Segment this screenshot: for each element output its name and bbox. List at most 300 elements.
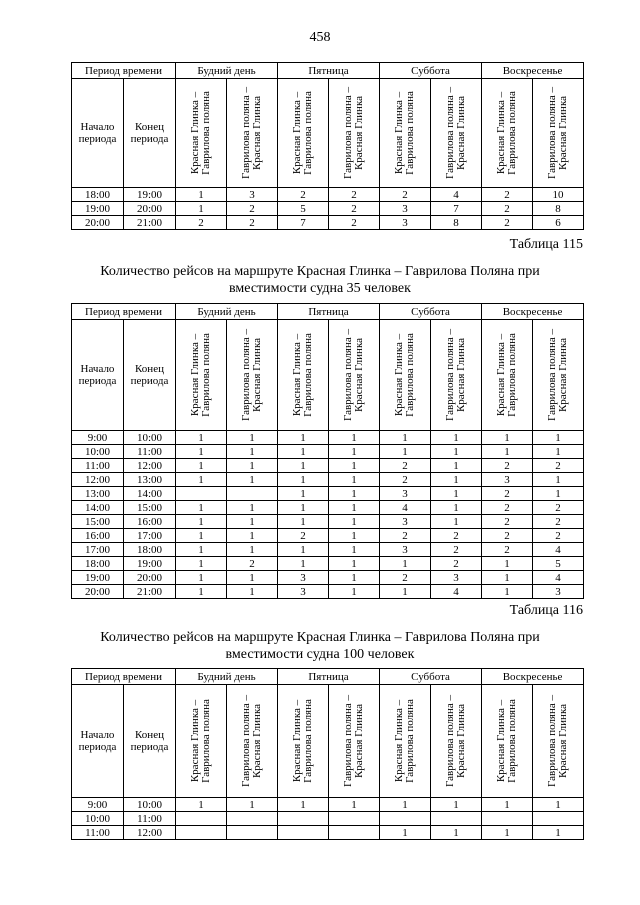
end-time-cell: 19:00 bbox=[124, 188, 176, 202]
direction-label-line1: Гаврилова поляна – bbox=[444, 694, 457, 788]
day-header: Пятница bbox=[278, 669, 380, 685]
direction-label-line2: Гаврилова поляна bbox=[506, 91, 519, 175]
trip-count-cell: 1 bbox=[533, 798, 584, 812]
trip-count-cell: 1 bbox=[431, 501, 482, 515]
trip-count-cell bbox=[176, 826, 227, 840]
end-time-cell: 15:00 bbox=[124, 501, 176, 515]
direction-header-b bbox=[227, 685, 278, 798]
trip-count-cell: 5 bbox=[533, 557, 584, 571]
trip-count-cell: 1 bbox=[176, 557, 227, 571]
direction-label-line2: Гаврилова поляна bbox=[200, 333, 212, 417]
direction-label bbox=[292, 699, 314, 783]
start-time-cell: 18:00 bbox=[72, 557, 124, 571]
direction-label-line2: Гаврилова поляна bbox=[302, 91, 314, 175]
direction-label-line2: Красная Глинка bbox=[251, 95, 263, 171]
schedule-table-116 bbox=[71, 668, 584, 840]
trip-count-cell: 1 bbox=[482, 571, 533, 585]
table-row bbox=[72, 529, 584, 543]
direction-label-line2: Гаврилова поляна bbox=[404, 91, 417, 175]
direction-label-line2: Красная Глинка bbox=[251, 703, 263, 779]
direction-label bbox=[241, 695, 263, 787]
direction-header-a bbox=[380, 320, 431, 431]
trip-count-cell: 1 bbox=[431, 473, 482, 487]
table-116-title-line2: вместимости судна 100 человек bbox=[225, 647, 415, 662]
header-row-directions bbox=[72, 685, 584, 798]
table-row bbox=[72, 459, 584, 473]
direction-header-a bbox=[176, 320, 227, 431]
trip-count-cell: 1 bbox=[278, 445, 329, 459]
header-row-periods bbox=[72, 63, 584, 79]
direction-header-a bbox=[380, 79, 431, 188]
direction-label bbox=[445, 87, 467, 179]
table-116-label: Таблица 116 bbox=[509, 603, 583, 618]
direction-header-a bbox=[176, 685, 227, 798]
direction-label bbox=[190, 91, 212, 175]
trip-count-cell: 2 bbox=[329, 216, 380, 230]
trip-count-cell: 1 bbox=[227, 543, 278, 557]
trip-count-cell: 1 bbox=[176, 571, 227, 585]
direction-label-line1: Гаврилова поляна – bbox=[342, 86, 354, 180]
table-row bbox=[72, 487, 584, 501]
start-header-label: Начало периода bbox=[78, 729, 117, 753]
end-time-cell: 10:00 bbox=[124, 798, 176, 812]
table-115-title bbox=[0, 263, 640, 297]
trip-count-cell: 2 bbox=[431, 557, 482, 571]
start-header-label: Начало периода bbox=[78, 363, 117, 387]
direction-label-line1: Гаврилова поляна – bbox=[240, 86, 252, 180]
direction-header-a bbox=[278, 79, 329, 188]
day-header: Будний день bbox=[176, 63, 278, 79]
direction-label-line1: Красная Глинка – bbox=[495, 91, 508, 175]
direction-header-b bbox=[329, 320, 380, 431]
trip-count-cell: 1 bbox=[329, 543, 380, 557]
trip-count-cell: 4 bbox=[533, 543, 584, 557]
trip-count-cell: 1 bbox=[431, 826, 482, 840]
direction-label bbox=[394, 91, 416, 175]
trip-count-cell: 6 bbox=[533, 216, 584, 230]
trip-count-cell: 1 bbox=[431, 515, 482, 529]
direction-header-a bbox=[278, 320, 329, 431]
trip-count-cell: 1 bbox=[380, 445, 431, 459]
table-row bbox=[72, 557, 584, 571]
end-time-cell: 12:00 bbox=[124, 459, 176, 473]
trip-count-cell: 1 bbox=[227, 445, 278, 459]
trip-count-cell: 1 bbox=[482, 445, 533, 459]
trip-count-cell: 2 bbox=[482, 216, 533, 230]
trip-count-cell: 1 bbox=[176, 473, 227, 487]
trip-count-cell: 3 bbox=[380, 216, 431, 230]
direction-label-line2: Красная Глинка bbox=[557, 95, 570, 171]
end-time-cell: 20:00 bbox=[124, 571, 176, 585]
table-115-label: Таблица 115 bbox=[509, 237, 583, 252]
trip-count-cell: 2 bbox=[329, 188, 380, 202]
trip-count-cell: 1 bbox=[329, 585, 380, 599]
direction-header-b bbox=[431, 79, 482, 188]
trip-count-cell: 1 bbox=[176, 202, 227, 216]
trip-count-cell: 4 bbox=[533, 571, 584, 585]
trip-count-cell bbox=[329, 826, 380, 840]
trip-count-cell: 1 bbox=[533, 487, 584, 501]
start-time-cell: 19:00 bbox=[72, 571, 124, 585]
trip-count-cell: 2 bbox=[380, 188, 431, 202]
trip-count-cell: 7 bbox=[431, 202, 482, 216]
trip-count-cell: 1 bbox=[329, 487, 380, 501]
trip-count-cell bbox=[431, 812, 482, 826]
day-header: Суббота bbox=[380, 669, 482, 685]
direction-header-b bbox=[431, 685, 482, 798]
trip-count-cell: 1 bbox=[329, 473, 380, 487]
trip-count-cell: 4 bbox=[431, 188, 482, 202]
trip-count-cell: 1 bbox=[329, 571, 380, 585]
direction-label-line1: Красная Глинка – bbox=[495, 333, 508, 417]
direction-label-line2: Красная Глинка bbox=[455, 703, 468, 779]
trip-count-cell: 1 bbox=[227, 501, 278, 515]
trip-count-cell: 3 bbox=[380, 515, 431, 529]
trip-count-cell: 3 bbox=[227, 188, 278, 202]
trip-count-cell: 2 bbox=[482, 515, 533, 529]
direction-label-line1: Красная Глинка – bbox=[495, 699, 508, 783]
trip-count-cell: 1 bbox=[533, 826, 584, 840]
start-time-cell: 10:00 bbox=[72, 445, 124, 459]
direction-label-line2: Гаврилова поляна bbox=[200, 91, 212, 175]
direction-header-a bbox=[278, 685, 329, 798]
trip-count-cell bbox=[380, 812, 431, 826]
direction-label bbox=[394, 333, 416, 417]
direction-header-a bbox=[482, 320, 533, 431]
trip-count-cell: 1 bbox=[278, 515, 329, 529]
direction-label bbox=[394, 699, 416, 783]
trip-count-cell: 5 bbox=[278, 202, 329, 216]
trip-count-cell bbox=[329, 812, 380, 826]
end-time-cell: 10:00 bbox=[124, 431, 176, 445]
direction-label bbox=[496, 699, 518, 783]
direction-label bbox=[292, 91, 314, 175]
trip-count-cell: 2 bbox=[380, 459, 431, 473]
direction-label-line2: Красная Глинка bbox=[251, 337, 263, 413]
direction-label-line2: Гаврилова поляна bbox=[404, 699, 417, 783]
direction-label-line2: Гаврилова поляна bbox=[200, 699, 212, 783]
trip-count-cell: 2 bbox=[533, 459, 584, 473]
trip-count-cell: 2 bbox=[278, 529, 329, 543]
start-time-cell: 19:00 bbox=[72, 202, 124, 216]
trip-count-cell: 1 bbox=[431, 431, 482, 445]
direction-header-a bbox=[380, 685, 431, 798]
trip-count-cell: 1 bbox=[482, 557, 533, 571]
table-row bbox=[72, 515, 584, 529]
end-time-cell: 19:00 bbox=[124, 557, 176, 571]
trip-count-cell: 1 bbox=[482, 585, 533, 599]
trip-count-cell: 3 bbox=[278, 585, 329, 599]
trip-count-cell: 2 bbox=[482, 543, 533, 557]
direction-label-line1: Гаврилова поляна – bbox=[546, 86, 559, 180]
start-time-cell: 17:00 bbox=[72, 543, 124, 557]
end-time-cell: 17:00 bbox=[124, 529, 176, 543]
direction-label-line1: Гаврилова поляна – bbox=[546, 328, 559, 422]
schedule-table-115 bbox=[71, 303, 584, 599]
trip-count-cell: 3 bbox=[380, 202, 431, 216]
trip-count-cell: 1 bbox=[380, 557, 431, 571]
trip-count-cell bbox=[278, 812, 329, 826]
period-header: Период времени bbox=[72, 669, 176, 685]
end-header-label: Конец периода bbox=[130, 363, 169, 387]
table-row bbox=[72, 501, 584, 515]
start-time-cell: 16:00 bbox=[72, 529, 124, 543]
start-header-label: Начало периода bbox=[78, 121, 117, 145]
header-row-directions bbox=[72, 320, 584, 431]
start-time-cell: 20:00 bbox=[72, 216, 124, 230]
trip-count-cell: 3 bbox=[380, 543, 431, 557]
end-header bbox=[124, 79, 176, 188]
direction-header-b bbox=[533, 79, 584, 188]
trip-count-cell: 1 bbox=[380, 826, 431, 840]
trip-count-cell: 1 bbox=[278, 543, 329, 557]
table-row bbox=[72, 571, 584, 585]
trip-count-cell: 10 bbox=[533, 188, 584, 202]
table-row bbox=[72, 585, 584, 599]
trip-count-cell: 3 bbox=[380, 487, 431, 501]
trip-count-cell: 2 bbox=[482, 459, 533, 473]
table-row bbox=[72, 798, 584, 812]
start-header bbox=[72, 79, 124, 188]
trip-count-cell: 2 bbox=[227, 202, 278, 216]
direction-header-b bbox=[533, 685, 584, 798]
trip-count-cell: 1 bbox=[329, 529, 380, 543]
direction-header-b bbox=[227, 320, 278, 431]
start-header bbox=[72, 685, 124, 798]
trip-count-cell: 1 bbox=[329, 557, 380, 571]
direction-label bbox=[190, 699, 212, 783]
end-time-cell: 13:00 bbox=[124, 473, 176, 487]
direction-label bbox=[445, 695, 467, 787]
trip-count-cell: 1 bbox=[227, 798, 278, 812]
trip-count-cell: 1 bbox=[533, 473, 584, 487]
trip-count-cell: 2 bbox=[329, 202, 380, 216]
start-time-cell: 9:00 bbox=[72, 798, 124, 812]
trip-count-cell: 1 bbox=[482, 431, 533, 445]
header-row-periods bbox=[72, 304, 584, 320]
trip-count-cell: 2 bbox=[278, 188, 329, 202]
direction-label-line1: Красная Глинка – bbox=[291, 333, 303, 417]
direction-label-line2: Гаврилова поляна bbox=[506, 333, 519, 417]
direction-label-line1: Гаврилова поляна – bbox=[240, 328, 252, 422]
trip-count-cell: 1 bbox=[431, 798, 482, 812]
table-row bbox=[72, 826, 584, 840]
trip-count-cell: 1 bbox=[329, 501, 380, 515]
direction-label-line1: Красная Глинка – bbox=[189, 91, 201, 175]
start-header bbox=[72, 320, 124, 431]
direction-label-line2: Красная Глинка bbox=[557, 703, 570, 779]
day-header: Суббота bbox=[380, 63, 482, 79]
direction-header-b bbox=[533, 320, 584, 431]
trip-count-cell: 1 bbox=[278, 473, 329, 487]
start-time-cell: 13:00 bbox=[72, 487, 124, 501]
trip-count-cell: 1 bbox=[431, 459, 482, 473]
direction-label bbox=[496, 91, 518, 175]
day-header: Пятница bbox=[278, 304, 380, 320]
start-time-cell: 15:00 bbox=[72, 515, 124, 529]
trip-count-cell: 1 bbox=[431, 487, 482, 501]
direction-label-line2: Гаврилова поляна bbox=[302, 699, 314, 783]
direction-label bbox=[241, 329, 263, 421]
trip-count-cell bbox=[176, 487, 227, 501]
trip-count-cell: 1 bbox=[533, 445, 584, 459]
trip-count-cell bbox=[278, 826, 329, 840]
trip-count-cell: 2 bbox=[431, 529, 482, 543]
trip-count-cell: 1 bbox=[176, 585, 227, 599]
trip-count-cell bbox=[227, 487, 278, 501]
trip-count-cell: 2 bbox=[482, 202, 533, 216]
end-time-cell: 11:00 bbox=[124, 445, 176, 459]
trip-count-cell bbox=[533, 812, 584, 826]
header-row-directions bbox=[72, 79, 584, 188]
start-time-cell: 11:00 bbox=[72, 826, 124, 840]
trip-count-cell: 3 bbox=[278, 571, 329, 585]
direction-label-line2: Красная Глинка bbox=[455, 95, 468, 171]
header-row-periods bbox=[72, 669, 584, 685]
direction-label-line1: Красная Глинка – bbox=[393, 91, 406, 175]
day-header: Пятница bbox=[278, 63, 380, 79]
trip-count-cell: 1 bbox=[176, 529, 227, 543]
trip-count-cell: 2 bbox=[176, 216, 227, 230]
direction-label bbox=[343, 695, 365, 787]
trip-count-cell: 2 bbox=[482, 487, 533, 501]
trip-count-cell: 2 bbox=[482, 529, 533, 543]
direction-header-b bbox=[227, 79, 278, 188]
direction-header-a bbox=[482, 79, 533, 188]
trip-count-cell: 1 bbox=[329, 431, 380, 445]
trip-count-cell: 1 bbox=[482, 826, 533, 840]
trip-count-cell: 8 bbox=[533, 202, 584, 216]
table-row bbox=[72, 188, 584, 202]
trip-count-cell bbox=[176, 812, 227, 826]
trip-count-cell: 1 bbox=[278, 487, 329, 501]
trip-count-cell: 1 bbox=[380, 798, 431, 812]
trip-count-cell: 1 bbox=[227, 473, 278, 487]
start-time-cell: 18:00 bbox=[72, 188, 124, 202]
end-header-label: Конец периода bbox=[130, 121, 169, 145]
table-row bbox=[72, 216, 584, 230]
direction-label-line2: Красная Глинка bbox=[353, 703, 365, 779]
trip-count-cell: 1 bbox=[176, 515, 227, 529]
trip-count-cell: 2 bbox=[533, 529, 584, 543]
trip-count-cell: 1 bbox=[380, 585, 431, 599]
trip-count-cell: 1 bbox=[278, 459, 329, 473]
direction-label-line2: Гаврилова поляна bbox=[506, 699, 519, 783]
period-header: Период времени bbox=[72, 63, 176, 79]
direction-header-b bbox=[329, 685, 380, 798]
start-time-cell: 12:00 bbox=[72, 473, 124, 487]
start-time-cell: 14:00 bbox=[72, 501, 124, 515]
direction-label-line1: Гаврилова поляна – bbox=[444, 86, 457, 180]
table-row bbox=[72, 812, 584, 826]
direction-label bbox=[547, 87, 569, 179]
direction-label-line1: Красная Глинка – bbox=[189, 699, 201, 783]
end-time-cell: 14:00 bbox=[124, 487, 176, 501]
trip-count-cell: 3 bbox=[533, 585, 584, 599]
end-header-label: Конец периода bbox=[130, 729, 169, 753]
trip-count-cell: 8 bbox=[431, 216, 482, 230]
direction-label-line1: Гаврилова поляна – bbox=[342, 328, 354, 422]
trip-count-cell: 1 bbox=[380, 431, 431, 445]
end-time-cell: 21:00 bbox=[124, 585, 176, 599]
direction-label-line1: Красная Глинка – bbox=[393, 699, 406, 783]
trip-count-cell: 1 bbox=[176, 798, 227, 812]
trip-count-cell: 1 bbox=[431, 445, 482, 459]
trip-count-cell: 1 bbox=[329, 798, 380, 812]
trip-count-cell bbox=[227, 826, 278, 840]
trip-count-cell: 1 bbox=[482, 798, 533, 812]
trip-count-cell: 1 bbox=[176, 501, 227, 515]
direction-label bbox=[445, 329, 467, 421]
trip-count-cell: 1 bbox=[227, 431, 278, 445]
table-row bbox=[72, 543, 584, 557]
trip-count-cell: 1 bbox=[227, 571, 278, 585]
direction-label bbox=[343, 87, 365, 179]
period-header: Период времени bbox=[72, 304, 176, 320]
trip-count-cell: 1 bbox=[278, 501, 329, 515]
trip-count-cell: 2 bbox=[380, 529, 431, 543]
trip-count-cell: 2 bbox=[380, 571, 431, 585]
start-time-cell: 9:00 bbox=[72, 431, 124, 445]
day-header: Будний день bbox=[176, 304, 278, 320]
trip-count-cell: 3 bbox=[482, 473, 533, 487]
direction-label-line1: Гаврилова поляна – bbox=[240, 694, 252, 788]
table-116-title bbox=[0, 629, 640, 663]
direction-label bbox=[292, 333, 314, 417]
start-time-cell: 20:00 bbox=[72, 585, 124, 599]
table-row bbox=[72, 431, 584, 445]
table-115-title-line2: вместимости судна 35 человек bbox=[229, 281, 411, 296]
table-115-title-line1: Количество рейсов на маршруте Красная Глинка – Гаврилова Поляна при bbox=[100, 264, 540, 279]
table-row bbox=[72, 202, 584, 216]
trip-count-cell: 2 bbox=[533, 515, 584, 529]
trip-count-cell: 7 bbox=[278, 216, 329, 230]
direction-label-line2: Гаврилова поляна bbox=[404, 333, 417, 417]
day-header: Воскресенье bbox=[482, 669, 584, 685]
end-time-cell: 16:00 bbox=[124, 515, 176, 529]
trip-count-cell: 2 bbox=[482, 501, 533, 515]
table-row bbox=[72, 445, 584, 459]
day-header: Суббота bbox=[380, 304, 482, 320]
direction-label-line1: Гаврилова поляна – bbox=[444, 328, 457, 422]
direction-header-b bbox=[431, 320, 482, 431]
page-number: 458 bbox=[309, 30, 331, 45]
trip-count-cell: 1 bbox=[176, 431, 227, 445]
table-116-title-line1: Количество рейсов на маршруте Красная Глинка – Гаврилова Поляна при bbox=[100, 630, 540, 645]
trip-count-cell: 1 bbox=[329, 459, 380, 473]
direction-label-line2: Гаврилова поляна bbox=[302, 333, 314, 417]
direction-label bbox=[343, 329, 365, 421]
direction-label-line2: Красная Глинка bbox=[353, 95, 365, 171]
direction-label bbox=[547, 695, 569, 787]
day-header: Воскресенье bbox=[482, 304, 584, 320]
trip-count-cell: 1 bbox=[227, 585, 278, 599]
trip-count-cell: 1 bbox=[278, 557, 329, 571]
trip-count-cell: 1 bbox=[176, 188, 227, 202]
direction-header-b bbox=[329, 79, 380, 188]
trip-count-cell bbox=[227, 812, 278, 826]
direction-label bbox=[496, 333, 518, 417]
day-header: Будний день bbox=[176, 669, 278, 685]
trip-count-cell: 1 bbox=[227, 515, 278, 529]
day-header: Воскресенье bbox=[482, 63, 584, 79]
direction-label bbox=[241, 87, 263, 179]
end-time-cell: 11:00 bbox=[124, 812, 176, 826]
direction-label-line2: Красная Глинка bbox=[455, 337, 468, 413]
direction-header-a bbox=[482, 685, 533, 798]
direction-label bbox=[190, 333, 212, 417]
direction-label-line2: Красная Глинка bbox=[557, 337, 570, 413]
